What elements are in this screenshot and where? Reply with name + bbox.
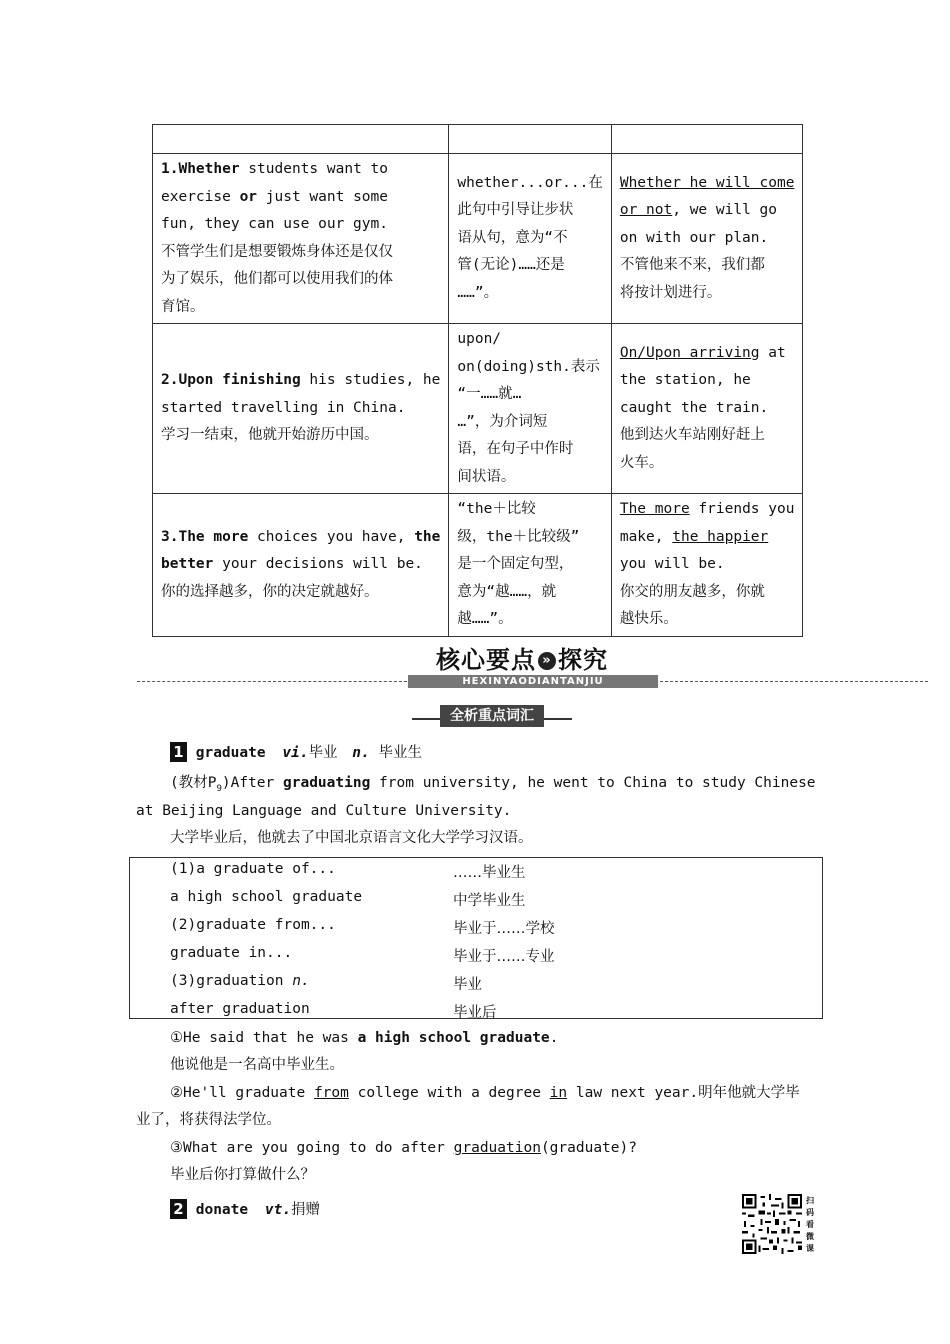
- example-cell: [611, 494, 803, 637]
- entry-heading-donate: [170, 1199, 320, 1220]
- explanation-line: 管(无论)……还是: [457, 257, 565, 274]
- phrase-en: (2)graduate from...: [170, 917, 336, 933]
- header-cell: [449, 125, 611, 154]
- example-line: [620, 606, 795, 634]
- example-sentence-2-line2: 业了，将获得法学位。: [136, 1112, 281, 1128]
- sentence-text: started travelling in China.: [161, 399, 406, 416]
- underlined-phrase: The more: [619, 501, 690, 517]
- phrase-en: (3)graduation: [170, 973, 293, 989]
- subheading-bar-left: [412, 718, 440, 720]
- example-translation-1: 他说他是一名高中毕业生。: [170, 1057, 344, 1073]
- example-sentence-3: [170, 1138, 637, 1158]
- entry-number-badge: 1: [170, 742, 187, 762]
- explanation-cell: [449, 494, 611, 637]
- sentence-text: 学习一结束，他就开始游历中国。: [161, 427, 379, 444]
- example-cell: [611, 324, 803, 494]
- example-keyword: graduating: [283, 775, 371, 791]
- example-line: [620, 225, 795, 253]
- example-text: ③What are you going to do after: [170, 1140, 454, 1156]
- example-text: the station, he: [619, 372, 751, 389]
- entry-word: donate: [195, 1202, 249, 1218]
- example-line: [620, 280, 795, 308]
- example-text: 你交的朋友越多，你就: [619, 583, 765, 600]
- subheading-bar-right: [544, 718, 572, 720]
- example-line: [620, 340, 795, 368]
- example-text: .: [549, 1030, 559, 1046]
- example-line: [620, 197, 795, 225]
- comparison-table: [152, 124, 803, 637]
- example-text: from university, he went to China to study Chinese: [370, 775, 816, 791]
- explanation-line: 语，在句子中作时: [457, 441, 574, 457]
- key-phrase: 2.Upon finishing: [161, 372, 301, 389]
- table-row: [153, 494, 803, 637]
- phrase-zh: ……毕业生: [453, 865, 526, 881]
- key-phrase: better: [161, 556, 214, 572]
- subheading-label: 全析重点词汇: [440, 705, 544, 727]
- phrase-en: graduate in...: [170, 945, 293, 961]
- example-text: 不管他来不来，我们都: [619, 257, 765, 274]
- example-text: on with our plan.: [619, 229, 769, 246]
- phrase-zh: 毕业后: [453, 1005, 497, 1021]
- example-text: 火车。: [619, 454, 664, 471]
- sentence-line: [161, 551, 440, 579]
- example-translation-3: 毕业后你打算做什么？: [170, 1167, 315, 1183]
- example-sentence-1: [170, 1028, 558, 1048]
- phrase-en: (1)a graduate of...: [170, 861, 336, 877]
- explanation-line: …”，为介词短: [457, 413, 548, 430]
- sentence-line: [161, 579, 440, 607]
- example-prefix: (教材P: [170, 775, 217, 791]
- explanation-line: upon/: [457, 331, 502, 347]
- explanation-line: 级，the＋比较级”: [457, 528, 580, 545]
- table-row: [153, 154, 803, 324]
- example-text: at: [759, 344, 786, 361]
- sentence-line: [161, 239, 440, 267]
- example-line: [620, 252, 795, 280]
- sentence-text: choices you have,: [248, 528, 415, 545]
- explanation-line: 语从句，意为“不: [457, 229, 568, 246]
- example-line: [620, 170, 795, 198]
- sentence-text: your decisions will be.: [213, 556, 423, 572]
- example-line: [620, 524, 795, 552]
- entry-pos: n.: [352, 745, 370, 761]
- example-text: 他到达火车站刚好赶上: [619, 427, 765, 444]
- entry-heading-graduate: [170, 742, 422, 763]
- section-title: [436, 640, 608, 675]
- phrase-zh: 中学毕业生: [453, 893, 526, 909]
- qr-code-icon[interactable]: [742, 1194, 802, 1254]
- arrow-icon: »: [538, 652, 556, 670]
- sentence-text: 育馆。: [161, 298, 205, 315]
- underlined-phrase: or not: [619, 202, 673, 219]
- example-answer: graduation: [453, 1140, 541, 1156]
- explanation-cell: [449, 154, 611, 324]
- example-text: you will be.: [619, 556, 725, 572]
- subheading: [412, 705, 572, 729]
- page-number: 9: [216, 783, 222, 794]
- sentence-line: [161, 266, 440, 294]
- sentence-line: [161, 156, 440, 184]
- key-phrase: 3.The more: [161, 528, 249, 545]
- table-row: [153, 324, 803, 494]
- entry-pos: vt.: [264, 1202, 292, 1218]
- phrase-en: a high school graduate: [170, 889, 363, 905]
- example-text: )After: [221, 775, 283, 791]
- phrase-zh: 毕业: [453, 977, 482, 993]
- phrase-en-row: [170, 973, 310, 989]
- key-phrase: the: [414, 528, 441, 545]
- sentence-text: his studies, he: [300, 372, 441, 389]
- example-text: 越快乐。: [619, 611, 678, 627]
- sentence-line: [161, 422, 440, 450]
- example-text: college with a degree: [348, 1085, 550, 1101]
- example-text: (graduate)?: [540, 1140, 637, 1156]
- sentence-text: 不管学生们是想要锻炼身体还是仅仅: [161, 243, 393, 260]
- example-line: [620, 450, 795, 478]
- underlined-phrase: the happier: [672, 528, 769, 545]
- sentence-cell: [153, 494, 449, 637]
- example-line: [620, 496, 795, 524]
- example-text: 将按计划进行。: [619, 284, 722, 301]
- sentence-line: [161, 294, 440, 322]
- entry-meaning: 毕业生: [378, 745, 422, 761]
- qr-code-label: 扫码看微课: [806, 1196, 814, 1253]
- textbook-example: [170, 773, 816, 799]
- sentence-cell: [153, 154, 449, 324]
- explanation-line: 意为“越……，就: [457, 583, 557, 600]
- sentence-text: fun, they can use our gym.: [161, 216, 388, 232]
- textbook-example-line2: at Beijing Language and Culture University.: [136, 803, 512, 819]
- sentence-text: just want some: [257, 188, 388, 205]
- table-header-row: [153, 125, 803, 154]
- dashed-divider-right: [660, 681, 928, 682]
- sentence-text: students want to: [239, 161, 388, 177]
- explanation-line: 越……”。: [457, 611, 513, 627]
- phrase-pos: n.: [292, 973, 310, 989]
- section-title-right: 探究: [558, 646, 608, 674]
- phrase-zh: 毕业于……专业: [453, 949, 555, 965]
- example-text: , we will go: [672, 202, 777, 219]
- explanation-line: ……”。: [457, 284, 499, 301]
- key-phrase: 1.Whether: [161, 161, 240, 177]
- dashed-divider-left: [137, 681, 407, 682]
- example-cell: [611, 154, 803, 324]
- entry-number-badge: 2: [170, 1199, 187, 1219]
- example-answer: a high school graduate: [357, 1030, 550, 1046]
- underlined-phrase: On/Upon arriving: [619, 344, 760, 361]
- explanation-line: “一……就…: [457, 386, 522, 402]
- phrase-en: after graduation: [170, 1001, 310, 1017]
- entry-meaning: 毕业: [308, 745, 338, 761]
- sentence-text: 你的选择越多，你的决定就越好。: [161, 583, 379, 600]
- entry-word: graduate: [195, 745, 266, 761]
- example-line: [620, 367, 795, 395]
- example-line: [620, 422, 795, 450]
- section-subtitle: HEXINYAODIANTANJIU: [408, 675, 658, 688]
- example-line: [620, 579, 795, 607]
- explanation-line: “the＋比较: [457, 501, 536, 517]
- sentence-line: [161, 395, 440, 423]
- example-text: make,: [619, 528, 673, 545]
- example-sentence-2: [170, 1083, 800, 1103]
- sentence-text: exercise: [161, 188, 240, 205]
- example-text: ①He said that he was: [170, 1030, 358, 1046]
- example-translation: 大学毕业后，他就去了中国北京语言文化大学学习汉语。: [170, 830, 533, 846]
- key-phrase: or: [239, 188, 258, 205]
- phrase-box: [129, 857, 823, 1019]
- example-answer: from: [313, 1085, 349, 1101]
- entry-meaning: 捐赠: [291, 1202, 321, 1218]
- explanation-cell: [449, 324, 611, 494]
- header-cell: [611, 125, 803, 154]
- underlined-phrase: Whether he will come: [619, 174, 795, 191]
- phrase-zh: 毕业于……学校: [453, 921, 555, 937]
- example-text: caught the train.: [619, 399, 769, 416]
- sentence-line: [161, 367, 440, 395]
- example-line: [620, 551, 795, 579]
- header-cell: [153, 125, 449, 154]
- example-text: friends you: [689, 501, 795, 517]
- example-line: [620, 395, 795, 423]
- explanation-line: 是一个固定句型，: [457, 556, 574, 572]
- sentence-line: [161, 184, 440, 212]
- entry-pos: vi.: [282, 745, 309, 761]
- example-text: ②He'll graduate: [170, 1085, 314, 1101]
- section-title-left: 核心要点: [436, 646, 536, 674]
- explanation-line: 此句中引导让步状: [457, 202, 574, 219]
- sentence-text: 为了娱乐，他们都可以使用我们的体: [161, 271, 393, 287]
- sentence-line: [161, 211, 440, 239]
- explanation-line: on(doing)sth.表示: [457, 358, 600, 375]
- explanation-line: 间状语。: [457, 468, 516, 485]
- sentence-cell: [153, 324, 449, 494]
- example-answer: in: [549, 1085, 568, 1101]
- example-text: law next year.明年他就大学毕: [567, 1085, 800, 1101]
- explanation-line: whether...or...在: [457, 174, 603, 191]
- sentence-line: [161, 524, 440, 552]
